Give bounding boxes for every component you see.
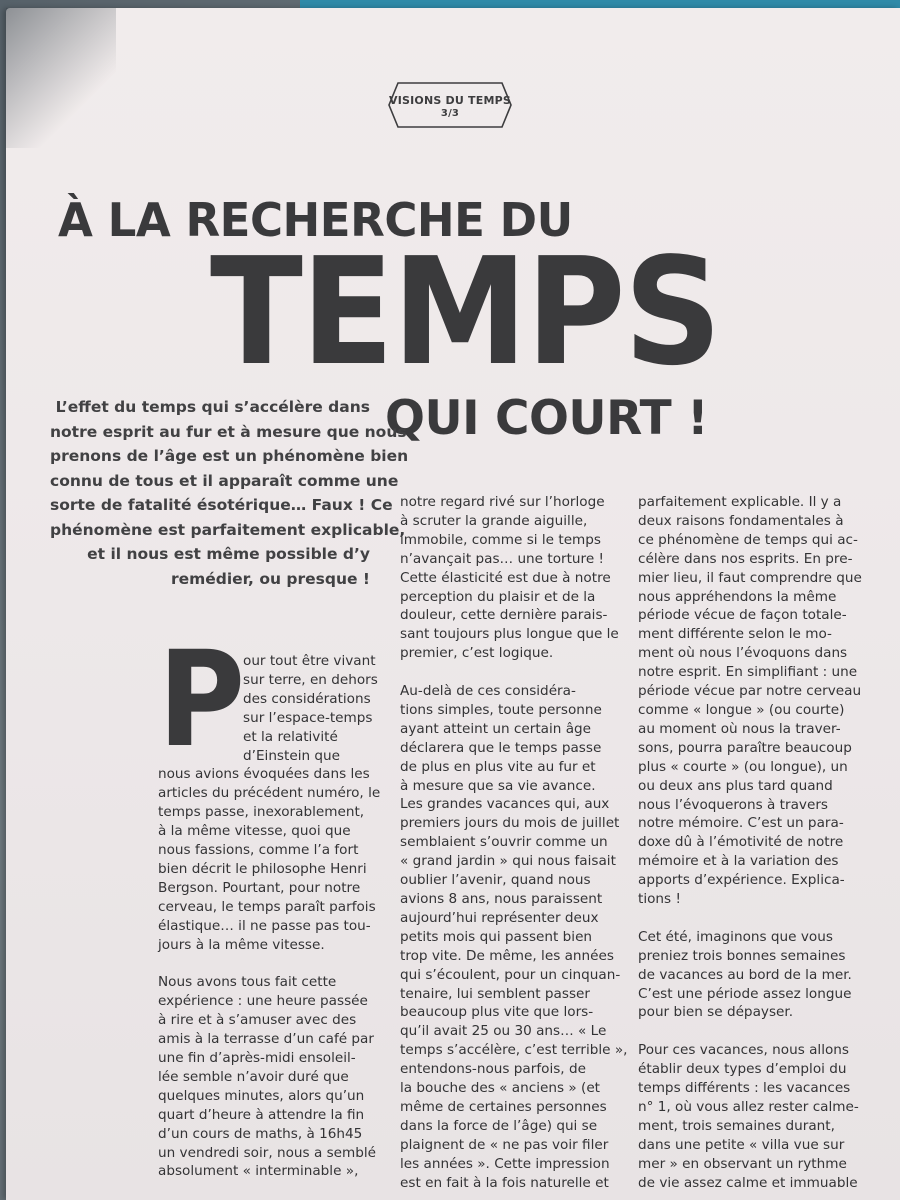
text-line: mémoire et à la variation des [638, 853, 839, 870]
text-line: expérience : une heure passée [158, 993, 368, 1010]
headline-line-3: QUI COURT ! [385, 391, 709, 446]
section-badge [388, 82, 512, 128]
text-line: est en fait à la fois naturelle et [400, 1174, 609, 1191]
text-line: à scruter la grande aiguille, [400, 512, 588, 529]
text-line: de vie assez calme et immuable [638, 1174, 858, 1191]
text-line: articles du précédent numéro, le [158, 785, 381, 802]
text-line: Cette élasticité est due à notre [400, 569, 611, 586]
text-line: preniez trois bonnes semaines [638, 947, 846, 964]
text-line: Les grandes vacances qui, aux [400, 796, 610, 813]
text-line: plaignent de « ne pas voir filer [400, 1136, 609, 1153]
text-line: dans la force de l’âge) qui se [400, 1117, 598, 1134]
text-line: n° 1, où vous allez rester calme- [638, 1098, 859, 1115]
text-line: douleur, cette dernière parais- [400, 607, 608, 624]
text-line: oublier l’avenir, quand nous [400, 872, 591, 889]
text-line: sons, pourra paraître beaucoup [638, 739, 852, 756]
text-line: tions simples, toute personne [400, 701, 602, 718]
headline-line-1: À LA RECHERCHE DU [58, 193, 573, 247]
text-line: les années ». Cette impression [400, 1155, 610, 1172]
article-column-1 [158, 652, 381, 1181]
text-line: établir deux types d’emploi du [638, 1061, 847, 1078]
intro-line: et il nous est même possible d’y [87, 545, 370, 563]
text-line: ayant atteint un certain âge [400, 720, 592, 737]
text-line: comme « longue » (ou courte) [638, 701, 845, 718]
text-line: semblaient s’ouvrir comme un [400, 834, 608, 851]
text-line: notre mémoire. C’est un para- [638, 815, 844, 832]
text-line: dans une petite « villa vue sur [638, 1136, 845, 1153]
badge-series-label: VISIONS DU TEMPS [389, 94, 511, 107]
text-line: ment, trois semaines durant, [638, 1117, 835, 1134]
intro-line: connu de tous et il apparaît comme une [50, 471, 399, 490]
article-column-2 [400, 493, 628, 1193]
intro-line: sorte de fatalité ésotérique… Faux ! Ce [50, 496, 393, 514]
text-line: sur terre, en dehors [243, 671, 378, 688]
text-line: jours à la même vitesse. [158, 936, 325, 953]
text-line: la bouche des « anciens » (et [400, 1080, 601, 1097]
text-line: pour bien se dépayser. [638, 1004, 794, 1021]
text-line: tions ! [638, 891, 681, 908]
text-line: our tout être vivant [243, 653, 376, 669]
text-line: amis à la terrasse d’un café par [158, 1031, 374, 1048]
text-line: apports d’expérience. Explica- [638, 872, 845, 889]
text-line: bien décrit le philosophe Henri [158, 860, 367, 877]
text-line: au moment où nous la traver- [638, 720, 841, 737]
text-line: quart d’heure à attendre la fin [158, 1106, 365, 1123]
corner-shadow [6, 8, 116, 148]
text-line: Cet été, imaginons que vous [638, 928, 833, 945]
text-line: quelques minutes, alors qu’un [158, 1087, 365, 1104]
text-line: parfaitement explicable. Il y a [638, 494, 842, 510]
text-line: de plus en plus vite au fur et [400, 758, 596, 775]
article-column-3 [638, 493, 860, 1193]
text-line: qui s’écoulent, pour un cinquan- [400, 966, 621, 983]
text-line: mier lieu, il faut comprendre que [638, 569, 862, 586]
text-line: d’un cours de maths, à 16h45 [158, 1125, 363, 1142]
text-line: de vacances au bord de la mer. [638, 966, 852, 983]
text-line: tenaire, lui semblent passer [400, 985, 591, 1002]
text-line: notre esprit. En simplifiant : une [638, 664, 858, 681]
text-line: célère dans nos esprits. En pre- [638, 550, 853, 567]
text-line: avions 8 ans, nous paraissent [400, 891, 603, 908]
headline-line-2: TEMPS [210, 226, 721, 398]
text-line: trop vite. De même, les années [400, 947, 614, 964]
intro-line: notre esprit au fur et à mesure que nous [50, 422, 407, 441]
text-line: ce phénomène de temps qui ac- [638, 531, 858, 548]
text-line: Au-delà de ces considéra- [400, 683, 576, 700]
paragraph-gap [158, 955, 358, 974]
text-line: petits mois qui passent bien [400, 928, 593, 945]
text-line: C’est une période assez longue [638, 985, 852, 1002]
text-line: une fin d’après-midi ensoleil- [158, 1050, 356, 1067]
text-line: sant toujours plus longue que le [400, 626, 619, 643]
text-line: d’Einstein que [243, 747, 341, 764]
text-line: temps s’accélère, c’est terrible », [400, 1042, 628, 1059]
text-line: immobile, comme si le temps [400, 531, 602, 548]
text-line: un vendredi soir, nous a semblé [158, 1144, 377, 1161]
paragraph-gap [400, 663, 622, 682]
text-line: plus « courte » (ou longue), un [638, 758, 848, 775]
text-line: période vécue par notre cerveau [638, 683, 862, 700]
intro-line: L’effet du temps qui s’accélère dans [55, 398, 370, 416]
text-line: Nous avons tous fait cette [158, 974, 337, 991]
text-line: période vécue de façon totale- [638, 607, 847, 624]
text-line: lée semble n’avoir duré que [158, 1068, 349, 1085]
intro-paragraph [50, 395, 409, 591]
text-line: temps passe, inexorablement, [158, 804, 365, 821]
text-line: « grand jardin » qui nous faisait [400, 853, 616, 870]
text-line: premier, c’est logique. [400, 645, 554, 662]
text-line: élastique… il ne passe pas tou- [158, 917, 371, 934]
text-line: premiers jours du mois de juillet [400, 815, 620, 832]
text-line: et la relativité [243, 728, 338, 745]
text-line: aujourd’hui représenter deux [400, 909, 599, 926]
paragraph-gap [638, 1022, 860, 1041]
intro-line: remédier, ou presque ! [170, 569, 370, 588]
text-line: à mesure que sa vie avance. [400, 777, 596, 794]
text-line: cerveau, le temps paraît parfois [158, 898, 376, 915]
text-line: même de certaines personnes [400, 1098, 607, 1115]
text-line: nous fassions, comme l’a fort [158, 842, 359, 859]
text-line: nous l’évoquerons à travers [638, 796, 828, 813]
text-line: Pour ces vacances, nous allons [638, 1042, 850, 1059]
text-line: notre regard rivé sur l’horloge [400, 494, 605, 510]
drop-cap: P [158, 623, 246, 777]
text-line: sur l’espace-temps [243, 709, 373, 726]
text-line: nous appréhendons la même [638, 588, 837, 605]
text-line: n’avançait pas… une torture ! [400, 550, 604, 567]
text-line: des considérations [243, 690, 371, 707]
text-line: à la même vitesse, quoi que [158, 823, 351, 840]
intro-line: phénomène est parfaitement explicable, [50, 520, 406, 539]
text-line: ment où nous l’évoquons dans [638, 645, 848, 662]
text-line: ment différente selon le mo- [638, 626, 832, 643]
badge-part-number: 3/3 [440, 108, 460, 119]
text-line: perception du plaisir et de la [400, 588, 596, 605]
text-line: entendons-nous parfois, de [400, 1061, 586, 1078]
text-line: qu’il avait 25 ou 30 ans… « Le [400, 1023, 607, 1040]
intro-line: prenons de l’âge est un phénomène bien [50, 447, 409, 465]
text-line: deux raisons fondamentales à [638, 512, 844, 529]
text-line: nous avions évoquées dans les [158, 766, 370, 783]
text-line: absolument « interminable », [158, 1163, 359, 1180]
text-line: ou deux ans plus tard quand [638, 777, 833, 794]
text-line: doxe dû à l’émotivité de notre [638, 834, 844, 851]
text-line: beaucoup plus vite que lors- [400, 1004, 594, 1021]
text-line: temps différents : les vacances [638, 1080, 851, 1097]
paragraph-gap [638, 909, 860, 928]
text-line: Bergson. Pourtant, pour notre [158, 879, 361, 896]
text-line: déclarera que le temps passe [400, 739, 602, 756]
text-line: à rire et à s’amuser avec des [158, 1012, 357, 1029]
text-line: mer » en observant un rythme [638, 1155, 847, 1172]
